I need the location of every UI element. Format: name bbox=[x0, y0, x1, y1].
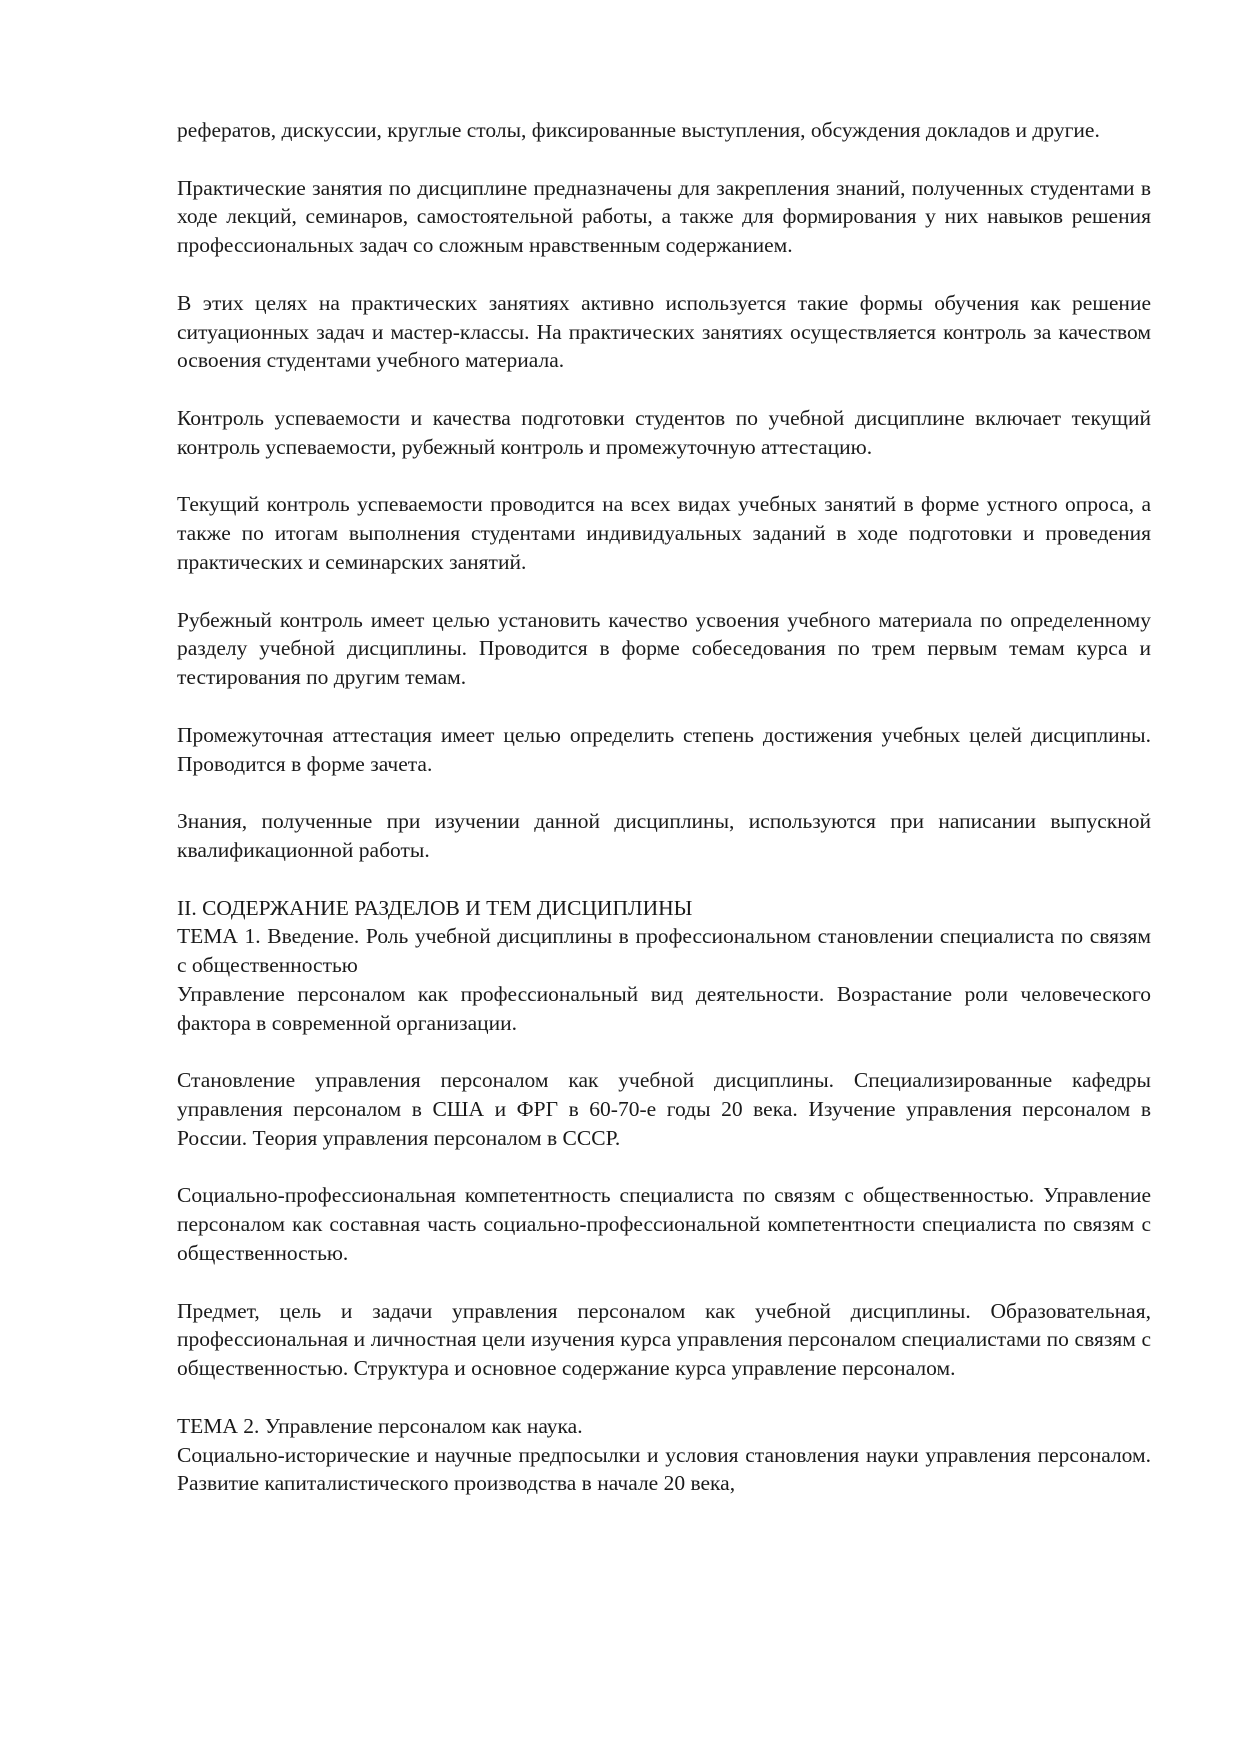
section-heading: II. СОДЕРЖАНИЕ РАЗДЕЛОВ И ТЕМ ДИСЦИПЛИНЫ bbox=[177, 895, 693, 920]
document-page bbox=[177, 116, 1151, 1498]
topic-1-paragraph: Становление управления персоналом как учебной дисциплины. Специализированные кафедры управления персоналом в США и ФРГ в 60-70-е годы 20 века. Изучение управления персоналом в России. Теория управления персоналом в СССР. bbox=[177, 1068, 1151, 1150]
topic-2-title: ТЕМА 2. Управление персоналом как наука. bbox=[177, 1413, 583, 1438]
topic-1-paragraph: Социально-профессиональная компетентность специалиста по связям с общественностью. Управление персоналом как составная часть социально-профессиональной компетентности специалиста по связям с общественностью. bbox=[177, 1183, 1151, 1266]
topic-1-paragraph: Управление персоналом как профессиональный вид деятельности. Возрастание роли человеческого фактора в современной организации. bbox=[177, 981, 1151, 1035]
paragraph-intermediate-attestation: Промежуточная аттестация имеет целью определить степень достижения учебных целей дисциплины. Проводится в форме зачета. bbox=[177, 722, 1151, 776]
paragraph-teaching-methods: В этих целях на практических занятиях активно используется такие формы обучения как решение ситуационных задач и мастер-классы. На практических занятиях осуществляется контроль за качеством освоения студентами учебного материала. bbox=[177, 290, 1151, 373]
paragraph-forms-of-study: рефератов, дискуссии, круглые столы, фиксированные выступления, обсуждения докладов и другие. bbox=[177, 118, 1100, 142]
paragraph-practical-classes: Практические занятия по дисциплине предназначены для закрепления знаний, полученных студентами в ходе лекций, семинаров, самостоятельной работы, а также для формирования у них навыков решения профессиональных задач со сложным нравственным содержанием. bbox=[177, 175, 1151, 258]
topic-2-paragraph: Социально-исторические и научные предпосылки и условия становления науки управления персоналом. Развитие капиталистического производства в начале 20 века, bbox=[177, 1442, 1151, 1496]
paragraph-current-control: Текущий контроль успеваемости проводится на всех видах учебных занятий в форме устного опроса, а также по итогам выполнения студентами индивидуальных заданий в ходе подготовки и проведения практических и семинарских занятий. bbox=[177, 492, 1151, 574]
paragraph-knowledge-usage: Знания, полученные при изучении данной дисциплины, используются при написании выпускной квалификационной работы. bbox=[177, 809, 1151, 862]
topic-1-title: ТЕМА 1. Введение. Роль учебной дисциплины в профессиональном становлении специалиста по связям с общественностью bbox=[177, 924, 1151, 978]
topic-1-paragraph: Предмет, цель и задачи управления персоналом как учебной дисциплины. Образовательная, профессиональная и личностная цели изучения курса управления персоналом специалистами по связям с общественностью. Структура и основное содержание курса управление персоналом. bbox=[177, 1298, 1151, 1381]
paragraph-progress-control: Контроль успеваемости и качества подготовки студентов по учебной дисциплине включает текущий контроль успеваемости, рубежный контроль и промежуточную аттестацию. bbox=[177, 405, 1151, 459]
paragraph-milestone-control: Рубежный контроль имеет целью установить качество усвоения учебного материала по определенному разделу учебной дисциплины. Проводится в форме собеседования по трем первым темам курса и тестирования по другим темам. bbox=[177, 607, 1151, 690]
